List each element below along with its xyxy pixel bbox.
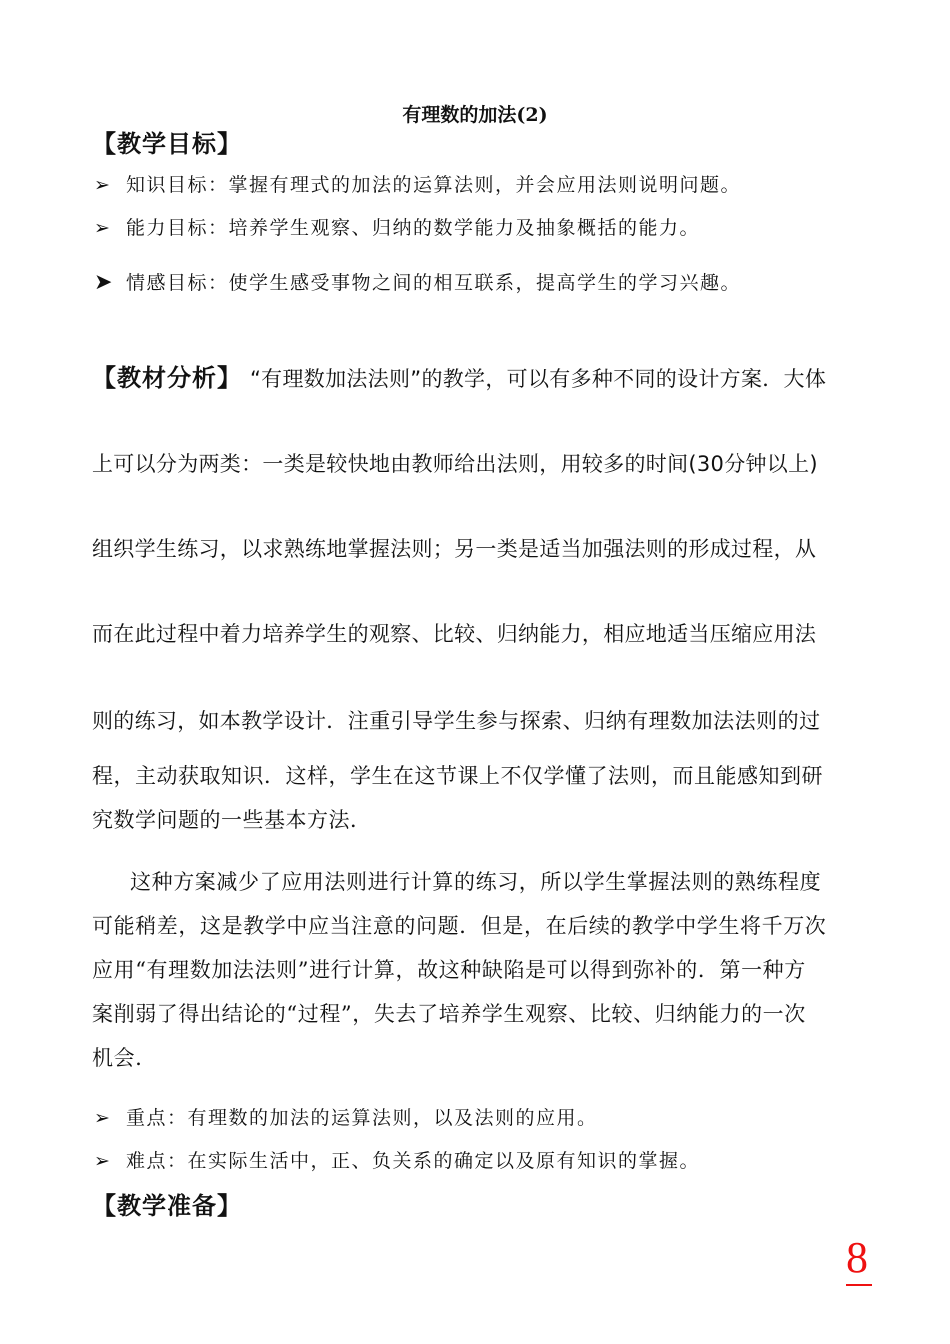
analysis-line: 究数学问题的一些基本方法． bbox=[92, 808, 372, 832]
paragraph-line: 应用“有理数加法法则”进行计算，故这种缺陷是可以得到弥补的．第一种方 bbox=[92, 958, 806, 982]
analysis-text: “有理数加法法则”的教学，可以有多种不同的设计方案．大体 bbox=[250, 367, 827, 391]
paragraph-line: 机会． bbox=[92, 1046, 157, 1070]
analysis-line: 程，主动获取知识．这样，学生在这节课上不仅学懂了法则，而且能感知到研 bbox=[92, 764, 823, 788]
keypoint-text: 难点：在实际生活中，正、负关系的确定以及原有知识的掌握。 bbox=[126, 1150, 701, 1172]
analysis-first-line bbox=[92, 358, 826, 393]
arrow-bullet-icon: ➢ bbox=[94, 174, 112, 196]
goal-item-knowledge bbox=[94, 170, 741, 197]
goal-item-emotion bbox=[94, 268, 741, 295]
arrow-bullet-icon: ➤ bbox=[94, 270, 114, 295]
arrow-bullet-icon: ➢ bbox=[94, 1107, 112, 1129]
goal-text: 能力目标：培养学生观察、归纳的数学能力及抽象概括的能力。 bbox=[126, 217, 701, 239]
analysis-line bbox=[92, 705, 821, 735]
keypoint-text: 重点：有理数的加法的运算法则，以及法则的应用。 bbox=[126, 1107, 598, 1129]
goal-text: 情感目标：使学生感受事物之间的相互联系，提高学生的学习兴趣。 bbox=[126, 272, 742, 294]
teaching-goals-heading: 【教学目标】 bbox=[92, 129, 242, 158]
page-number: 8 bbox=[846, 1233, 868, 1282]
goal-text: 知识目标：掌握有理式的加法的运算法则，并会应用法则说明问题。 bbox=[126, 174, 742, 196]
page-title: 有理数的加法(2) bbox=[402, 104, 548, 126]
analysis-text: 则的练习，如本教学设计． bbox=[92, 709, 348, 733]
teaching-prep-heading: 【教学准备】 bbox=[92, 1191, 242, 1220]
page-number-underline bbox=[846, 1284, 872, 1286]
analysis-heading: 【教材分析】 bbox=[92, 363, 242, 392]
paragraph-line: 可能稍差，这是教学中应当注意的问题．但是，在后续的教学中学生将千万次 bbox=[92, 914, 827, 938]
analysis-text: 注重引导学生参与探索、归纳有理数加法法则的过 bbox=[347, 709, 821, 733]
arrow-bullet-icon: ➢ bbox=[94, 1150, 112, 1172]
analysis-line: 而在此过程中着力培养学生的观察、比较、归纳能力，相应地适当压缩应用法 bbox=[92, 622, 817, 646]
analysis-line: 上可以分为两类：一类是较快地由教师给出法则，用较多的时间(30分钟以上) bbox=[92, 452, 818, 476]
paragraph-line: 案削弱了得出结论的“过程”，失去了培养学生观察、比较、归纳能力的一次 bbox=[92, 1002, 806, 1026]
paragraph-line: 这种方案减少了应用法则进行计算的练习，所以学生掌握法则的熟练程度 bbox=[130, 870, 822, 894]
keypoint-item bbox=[94, 1103, 598, 1130]
analysis-line: 组织学生练习，以求熟练地掌握法则；另一类是适当加强法则的形成过程，从 bbox=[92, 537, 817, 561]
arrow-bullet-icon: ➢ bbox=[94, 217, 112, 239]
goal-item-ability bbox=[94, 213, 700, 240]
difficulty-item bbox=[94, 1146, 700, 1173]
